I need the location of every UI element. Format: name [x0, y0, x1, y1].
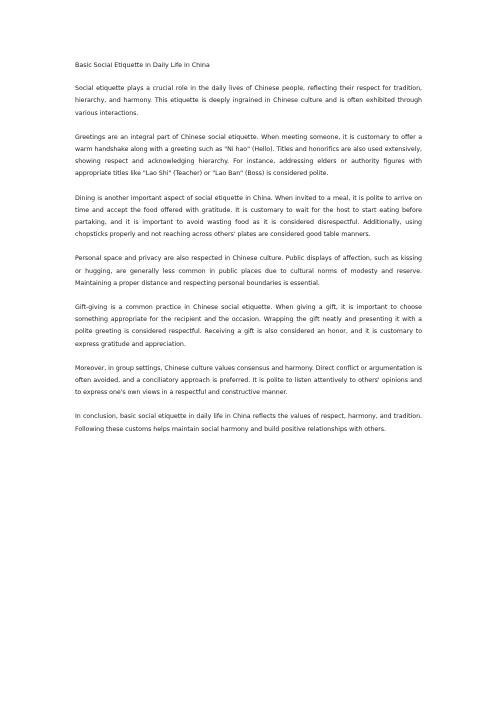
paragraph-group-settings: Moreover, in group settings, Chinese culture values consensus and harmony. Direct conflict or argumentation is often avoided, and a conciliatory approach is preferred. It is polite to listen attentively to others' opinions and to express one's own views in a respectful and constructive manner.	[75, 364, 422, 397]
document-title: Basic Social Etiquette in Daily Life in China	[75, 61, 210, 69]
paragraph-personal-space: Personal space and privacy are also respected in Chinese culture. Public displays of affection, such as kissing or hugging, are generally less common in public places due to cultural norms of modesty and reserve. Maintaining a proper distance and respecting personal boundaries is essential.	[75, 255, 422, 287]
document-body	[75, 59, 422, 448]
paragraph-dining: Dining is another important aspect of social etiquette in China. When invited to a meal, it is polite to arrive on time and accept the food offered with gratitude. It is customary to wait for the host to start eating before partaking, and it is important to avoid wasting food as it is considered disrespectful. Additionally, using chopsticks properly and not reaching across others' plates are considered good table manners.	[75, 194, 422, 239]
paragraph-gift-giving: Gift-giving is a common practice in Chinese social etiquette. When giving a gift, it is important to choose something appropriate for the recipient and the occasion. Wrapping the gift neatly and presenting it with a polite greeting is considered respectful. Receiving a gift is also considered an honor, and it is customary to express gratitude and appreciation.	[75, 304, 422, 348]
paragraph-conclusion: In conclusion, basic social etiquette in daily life in China reflects the values of respect, harmony, and tradition. Following these customs helps maintain social harmony and build positive relationships with others.	[75, 413, 422, 433]
paragraph-intro: Social etiquette plays a crucial role in the daily lives of Chinese people, reflecting their respect for tradition, hierarchy, and harmony. This etiquette is deeply ingrained in Chinese culture and is often exhibited through various interactions.	[75, 85, 422, 117]
paragraph-greetings: Greetings are an integral part of Chinese social etiquette. When meeting someone, it is customary to offer a warm handshake along with a greeting such as "Ni hao" (Hello). Titles and honorifics are also used extensively, showing respect and acknowledging hierarchy. For instance, addressing elders or authority figures with appropriate titles like "Lao Shi" (Teacher) or "Lao Ban" (Boss) is considered polite.	[75, 133, 422, 178]
